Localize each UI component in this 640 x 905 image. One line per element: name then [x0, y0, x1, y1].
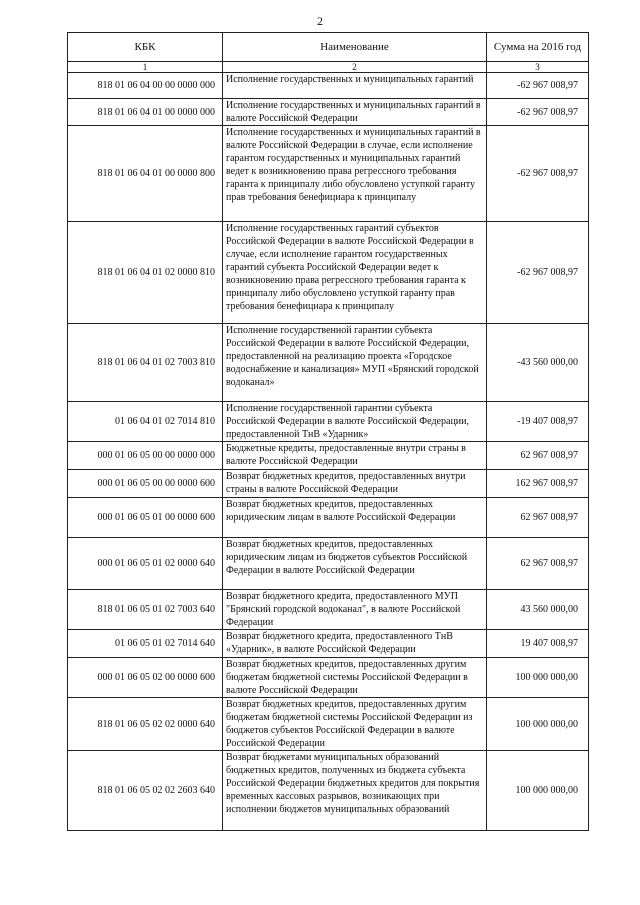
sum-cell: 43 560 000,00 — [487, 590, 589, 630]
name-cell: Возврат бюджетного кредита, предоставленного МУП "Брянский городской водоканал", в валюте Российской Федерации — [223, 590, 487, 630]
table-row — [68, 538, 589, 590]
kbk-cell: 01 06 04 01 02 7014 810 — [68, 402, 223, 442]
sum-cell: -62 967 008,97 — [487, 222, 589, 324]
table-row — [68, 222, 589, 324]
sum-cell: 62 967 008,97 — [487, 442, 589, 470]
sum-cell: -19 407 008,97 — [487, 402, 589, 442]
table-row — [68, 73, 589, 99]
numbering-row — [68, 62, 589, 73]
sum-cell: 100 000 000,00 — [487, 698, 589, 751]
sum-cell: 100 000 000,00 — [487, 751, 589, 831]
name-cell: Возврат бюджетами муниципальных образований бюджетных кредитов, полученных из бюджета субъекта Российской Федерации бюджетных кредитов для покрытия временных кассовых разрывов, возникающих при исполнении бюджетов муниципальных образований — [223, 751, 487, 831]
header-kbk: КБК — [68, 33, 223, 62]
kbk-cell: 000 01 06 05 01 02 0000 640 — [68, 538, 223, 590]
sum-cell: 62 967 008,97 — [487, 538, 589, 590]
column-number: 3 — [487, 62, 589, 73]
table-row — [68, 402, 589, 442]
table-row — [68, 658, 589, 698]
table-row — [68, 498, 589, 538]
sum-cell: 62 967 008,97 — [487, 498, 589, 538]
name-cell: Возврат бюджетных кредитов, предоставленных юридическим лицам из бюджетов субъектов Российской Федерации в валюте Российской Федерации — [223, 538, 487, 590]
kbk-cell: 818 01 06 04 01 00 0000 000 — [68, 99, 223, 126]
sum-cell: 100 000 000,00 — [487, 658, 589, 698]
sum-cell: 162 967 008,97 — [487, 470, 589, 498]
kbk-cell: 000 01 06 05 01 00 0000 600 — [68, 498, 223, 538]
kbk-cell: 818 01 06 05 02 02 2603 640 — [68, 751, 223, 831]
page-number: 2 — [317, 14, 323, 28]
header-sum: Сумма на 2016 год — [487, 33, 589, 62]
table-row — [68, 99, 589, 126]
kbk-cell: 818 01 06 04 01 02 7003 810 — [68, 324, 223, 402]
table-row — [68, 630, 589, 658]
name-cell: Исполнение государственных гарантий субъектов Российской Федерации в валюте Российской Федерации в случае, если исполнение гарантом государственных гарантий субъекта Российской Федерации ведет к возникновению права регрессного требования гаранта к принципалу либо обусловлено уступкой гаранту прав требования бенефициара к принципалу — [223, 222, 487, 324]
table-row — [68, 751, 589, 831]
table-row — [68, 698, 589, 751]
name-cell: Исполнение государственной гарантии субъекта Российской Федерации в валюте Российской Федерации, предоставленной ТнВ «Ударник» — [223, 402, 487, 442]
kbk-cell: 000 01 06 05 02 00 0000 600 — [68, 658, 223, 698]
table-row — [68, 324, 589, 402]
kbk-cell: 01 06 05 01 02 7014 640 — [68, 630, 223, 658]
name-cell: Возврат бюджетных кредитов, предоставленных другим бюджетам бюджетной системы Российской Федерации из бюджетов субъектов Российской Федерации в валюте Российской Федерации — [223, 698, 487, 751]
sum-cell: 19 407 008,97 — [487, 630, 589, 658]
kbk-cell: 000 01 06 05 00 00 0000 000 — [68, 442, 223, 470]
name-cell: Исполнение государственной гарантии субъекта Российской Федерации в валюте Российской Федерации, предоставленной на реализацию проекта «Городское водоснабжение и канализация» МУП «Брянский городской водоканал» — [223, 324, 487, 402]
kbk-cell: 818 01 06 05 01 02 7003 640 — [68, 590, 223, 630]
header-name: Наименование — [223, 33, 487, 62]
kbk-cell: 818 01 06 04 01 02 0000 810 — [68, 222, 223, 324]
sum-cell: -62 967 008,97 — [487, 73, 589, 99]
kbk-cell: 818 01 06 05 02 02 0000 640 — [68, 698, 223, 751]
table-row — [68, 126, 589, 222]
kbk-cell: 818 01 06 04 00 00 0000 000 — [68, 73, 223, 99]
name-cell: Бюджетные кредиты, предоставленные внутри страны в валюте Российской Федерации — [223, 442, 487, 470]
sum-cell: -43 560 000,00 — [487, 324, 589, 402]
column-number: 2 — [223, 62, 487, 73]
table-row — [68, 470, 589, 498]
name-cell: Возврат бюджетных кредитов, предоставленных внутри страны в валюте Российской Федерации — [223, 470, 487, 498]
sum-cell: -62 967 008,97 — [487, 99, 589, 126]
name-cell: Возврат бюджетных кредитов, предоставленных юридическим лицам в валюте Российской Федерации — [223, 498, 487, 538]
budget-table — [67, 32, 589, 831]
name-cell: Исполнение государственных и муниципальных гарантий — [223, 73, 487, 99]
kbk-cell: 000 01 06 05 00 00 0000 600 — [68, 470, 223, 498]
kbk-cell: 818 01 06 04 01 00 0000 800 — [68, 126, 223, 222]
name-cell: Возврат бюджетных кредитов, предоставленных другим бюджетам бюджетной системы Российской Федерации в валюте Российской Федерации — [223, 658, 487, 698]
name-cell: Возврат бюджетного кредита, предоставленного ТнВ «Ударник», в валюте Российской Федерации — [223, 630, 487, 658]
table-row — [68, 590, 589, 630]
name-cell: Исполнение государственных и муниципальных гарантий в валюте Российской Федерации в случае, если исполнение гарантом государственных и муниципальных гарантий ведет к возникновению права регрессного требования гаранта к принципалу либо обусловлено уступкой гаранту прав требования бенефициара к принципалу — [223, 126, 487, 222]
sum-cell: -62 967 008,97 — [487, 126, 589, 222]
header-row — [68, 33, 589, 62]
table-row — [68, 442, 589, 470]
name-cell: Исполнение государственных и муниципальных гарантий в валюте Российской Федерации — [223, 99, 487, 126]
column-number: 1 — [68, 62, 223, 73]
